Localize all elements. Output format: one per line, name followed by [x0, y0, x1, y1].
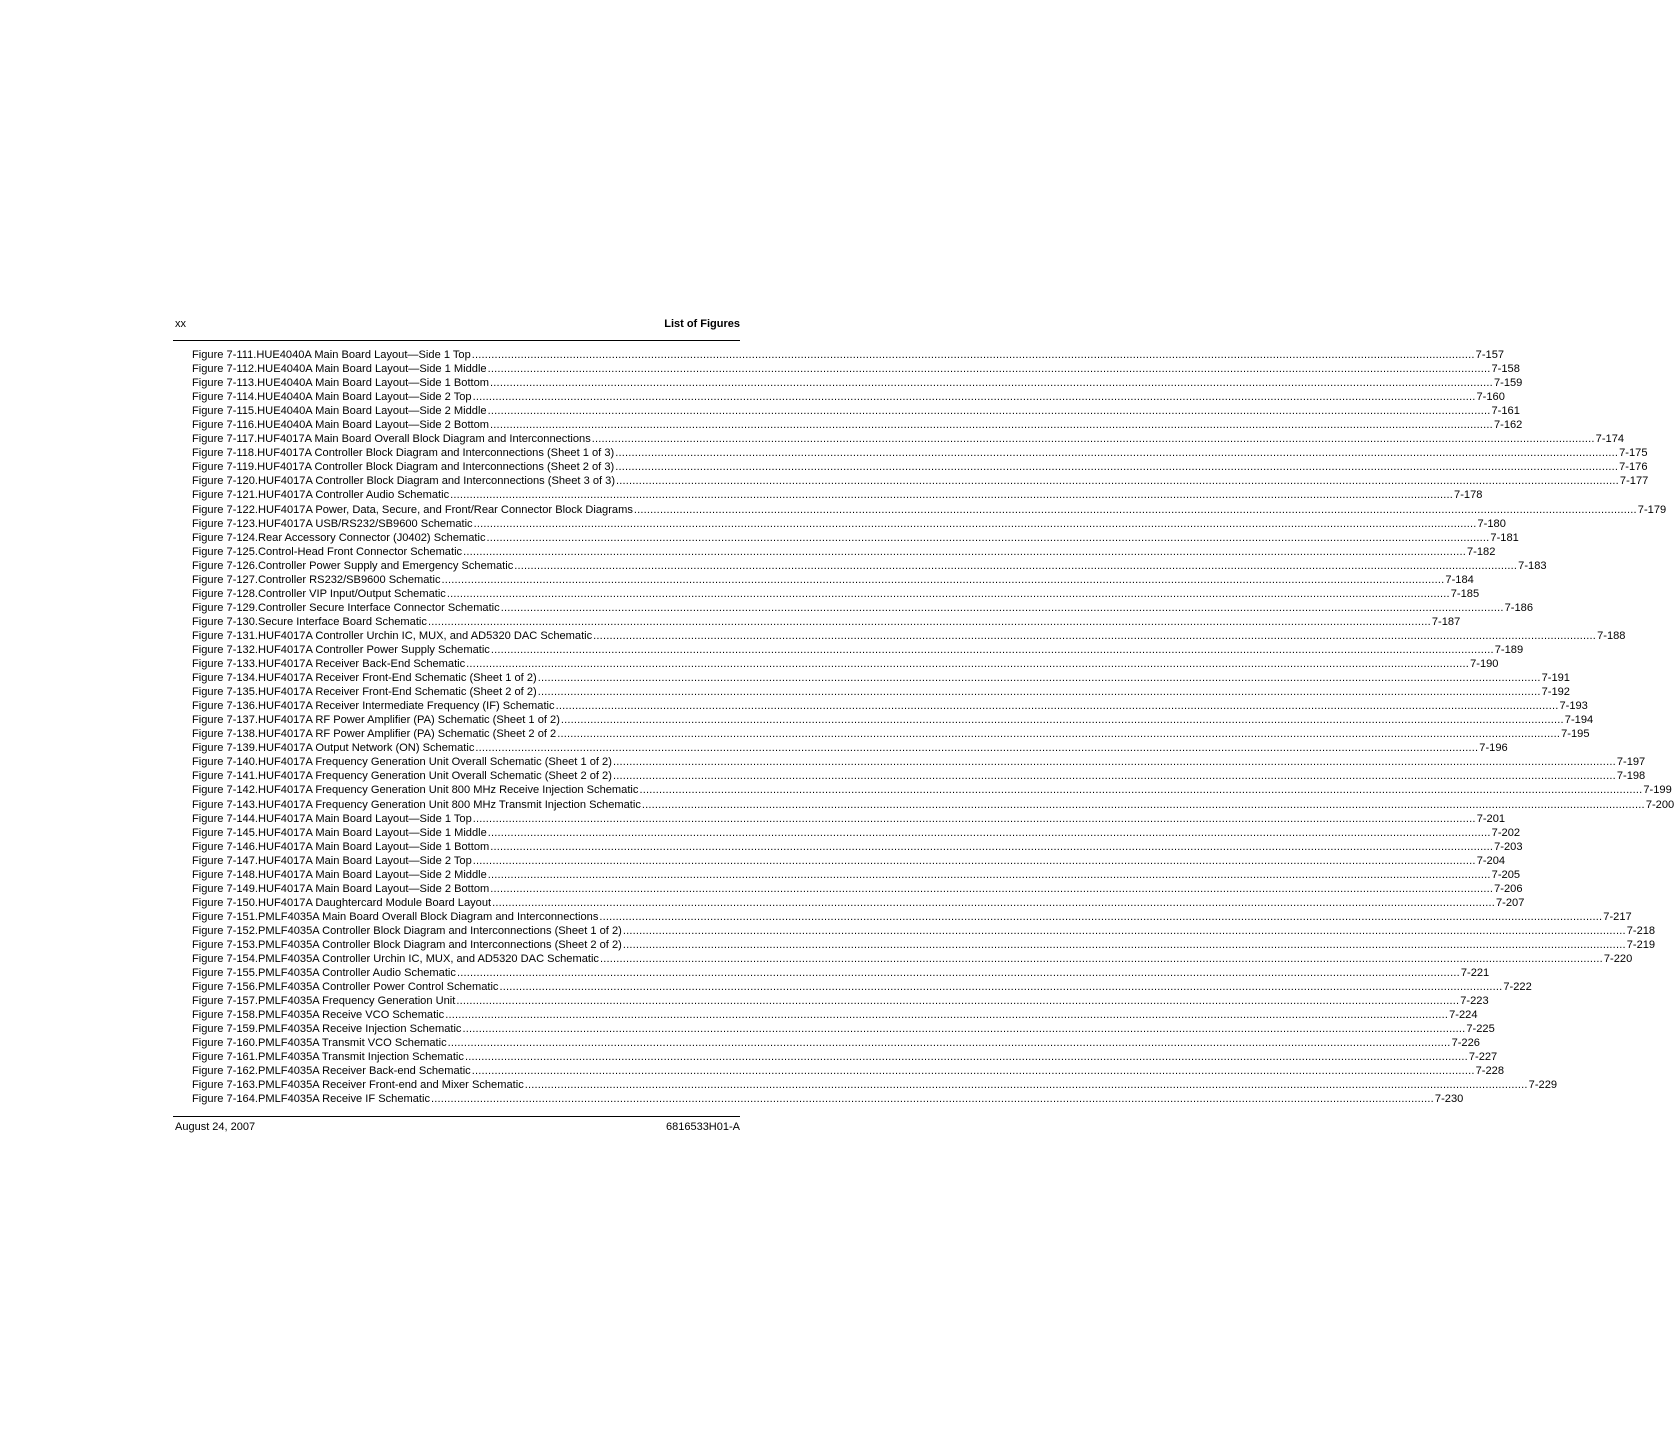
- toc-entry[interactable]: [192, 671, 1570, 685]
- figure-number: Figure 7-132.: [192, 643, 258, 656]
- toc-entry[interactable]: [192, 362, 1520, 376]
- page-reference: 7-185: [1450, 587, 1480, 600]
- figure-number: Figure 7-143.: [192, 798, 258, 811]
- toc-entry[interactable]: [192, 348, 1505, 362]
- figure-title: Controller Secure Interface Connector Schematic: [257, 601, 500, 614]
- figure-title: PMLF4035A Controller Power Control Schematic: [257, 981, 499, 994]
- figure-title: PMLF4035A Receive VCO Schematic: [257, 1009, 445, 1022]
- figure-number: Figure 7-133.: [192, 658, 258, 671]
- figure-title: HUF4017A Daughtercard Module Board Layout: [257, 896, 492, 909]
- figure-title: Controller RS232/SB9600 Schematic: [257, 573, 441, 586]
- dot-leader: [488, 404, 1491, 418]
- dot-leader: [525, 1078, 1528, 1092]
- toc-entry[interactable]: [192, 460, 1648, 474]
- page-reference: 7-160: [1476, 391, 1505, 404]
- figure-title: PMLF4035A Main Board Overall Block Diagram and Interconnections: [257, 910, 599, 923]
- figure-number: Figure 7-149.: [192, 882, 258, 895]
- page-reference: 7-227: [1468, 1051, 1498, 1064]
- page-reference: 7-222: [1503, 981, 1532, 994]
- dot-leader: [600, 952, 1603, 966]
- page-reference: 7-230: [1434, 1093, 1464, 1106]
- figure-title: HUF4017A Main Board Layout—Side 1 Middle: [257, 826, 487, 839]
- page-number: xx: [175, 318, 186, 330]
- figure-number: Figure 7-152.: [192, 924, 258, 937]
- figure-title: HUF4017A Controller Block Diagram and Interconnections (Sheet 1 of 3): [257, 447, 615, 460]
- figure-title: HUE4040A Main Board Layout—Side 2 Bottom: [257, 419, 490, 432]
- page-reference: 7-220: [1603, 953, 1633, 966]
- figure-title: HUE4040A Main Board Layout—Side 1 Bottom: [257, 377, 490, 390]
- figure-number: Figure 7-162.: [192, 1065, 258, 1078]
- figure-title: HUE4040A Main Board Layout—Side 2 Middle: [257, 405, 487, 418]
- figure-number: Figure 7-112.: [192, 363, 258, 376]
- figure-number: Figure 7-139.: [192, 742, 258, 755]
- page-reference: 7-159: [1493, 377, 1523, 390]
- figure-number: Figure 7-151.: [192, 910, 258, 923]
- figure-number: Figure 7-114.: [192, 391, 258, 404]
- page-reference: 7-175: [1619, 447, 1648, 460]
- figure-title: HUF4017A Frequency Generation Unit 800 MHz Transmit Injection Schematic: [257, 798, 641, 811]
- dot-leader: [487, 531, 1490, 545]
- figure-number: Figure 7-138.: [192, 728, 258, 741]
- figure-number: Figure 7-160.: [192, 1037, 258, 1050]
- toc-entry[interactable]: [192, 755, 1646, 769]
- figure-title: PMLF4035A Transmit Injection Schematic: [257, 1051, 464, 1064]
- toc-entry[interactable]: [192, 882, 1523, 896]
- toc-entry[interactable]: [192, 910, 1632, 924]
- figure-number: Figure 7-122.: [192, 503, 258, 516]
- toc-entry[interactable]: [192, 1036, 1480, 1050]
- figure-title: HUF4017A RF Power Amplifier (PA) Schematic (Sheet 2 of 2: [257, 728, 557, 741]
- figure-number: Figure 7-164.: [192, 1093, 258, 1106]
- toc-entry[interactable]: [192, 1078, 1558, 1092]
- page-reference: 7-180: [1477, 517, 1506, 530]
- dot-leader: [490, 882, 1493, 896]
- dot-leader: [592, 432, 1595, 446]
- toc-entry[interactable]: [192, 1022, 1495, 1036]
- dot-leader: [613, 755, 1616, 769]
- dot-leader: [492, 896, 1495, 910]
- dot-leader: [642, 798, 1645, 812]
- figure-title: HUF4017A Power, Data, Secure, and Front/Rear Connector Block Diagrams: [257, 503, 633, 516]
- figure-number: Figure 7-131.: [192, 629, 258, 642]
- page-reference: 7-202: [1491, 826, 1521, 839]
- dot-leader: [431, 1092, 1434, 1106]
- figure-number: Figure 7-121.: [192, 489, 258, 502]
- dot-leader: [556, 699, 1559, 713]
- dot-leader: [538, 685, 1541, 699]
- figure-number: Figure 7-145.: [192, 826, 258, 839]
- toc-entry[interactable]: [192, 699, 1588, 713]
- figure-number: Figure 7-156.: [192, 981, 258, 994]
- dot-leader: [473, 854, 1476, 868]
- figure-title: HUF4017A Receiver Front-End Schematic (Sheet 1 of 2): [257, 672, 537, 685]
- figure-number: Figure 7-125.: [192, 545, 258, 558]
- header-divider: [173, 340, 740, 341]
- dot-leader: [448, 1036, 1451, 1050]
- figure-number: Figure 7-124.: [192, 531, 258, 544]
- figure-title: HUF4017A Main Board Layout—Side 1 Top: [257, 812, 472, 825]
- figure-title: Controller VIP Input/Output Schematic: [257, 587, 446, 600]
- page-reference: 7-218: [1626, 924, 1656, 937]
- figure-title: PMLF4035A Controller Block Diagram and Interconnections (Sheet 1 of 2): [257, 924, 622, 937]
- dot-leader: [465, 1050, 1468, 1064]
- figure-number: Figure 7-141.: [192, 770, 258, 783]
- figure-number: Figure 7-155.: [192, 967, 258, 980]
- toc-entry[interactable]: [192, 615, 1461, 629]
- toc-entry[interactable]: [192, 685, 1570, 699]
- figure-title: HUF4017A Receiver Front-End Schematic (Sheet 2 of 2): [257, 686, 537, 699]
- page-reference: 7-176: [1619, 461, 1648, 474]
- figure-title: PMLF4035A Receiver Back-end Schematic: [257, 1065, 471, 1078]
- dot-leader: [615, 446, 1618, 460]
- page-reference: 7-194: [1564, 714, 1594, 727]
- page-reference: 7-199: [1643, 784, 1672, 797]
- figure-title: HUF4017A Receiver Back-End Schematic: [257, 658, 466, 671]
- figure-title: HUF4017A Controller Block Diagram and Interconnections (Sheet 2 of 3): [257, 461, 615, 474]
- page-reference: 7-188: [1597, 629, 1626, 642]
- toc-entry[interactable]: [192, 966, 1490, 980]
- dot-leader: [491, 643, 1494, 657]
- toc-entry[interactable]: [192, 573, 1474, 587]
- dot-leader: [593, 629, 1596, 643]
- figure-title: HUF4017A Main Board Overall Block Diagram and Interconnections: [257, 433, 591, 446]
- figure-number: Figure 7-153.: [192, 938, 258, 951]
- toc-entry[interactable]: [192, 376, 1523, 390]
- footer-document-number: 6816533H01-A: [665, 1121, 740, 1133]
- figure-number: Figure 7-129.: [192, 601, 258, 614]
- figure-title: HUF4017A Frequency Generation Unit Overall Schematic (Sheet 2 of 2): [257, 770, 612, 783]
- figure-number: Figure 7-159.: [192, 1023, 258, 1036]
- page-reference: 7-177: [1619, 475, 1649, 488]
- figure-number: Figure 7-130.: [192, 615, 258, 628]
- figure-title: PMLF4035A Controller Audio Schematic: [257, 967, 456, 980]
- toc-entry[interactable]: [192, 980, 1532, 994]
- figure-title: PMLF4035A Frequency Generation Unit: [257, 995, 456, 1008]
- toc-entry[interactable]: [192, 418, 1523, 432]
- dot-leader: [428, 615, 1431, 629]
- toc-entry[interactable]: [192, 404, 1520, 418]
- dot-leader: [473, 812, 1476, 826]
- dot-leader: [613, 769, 1616, 783]
- figure-title: HUF4017A Main Board Layout—Side 2 Middle: [257, 868, 487, 881]
- dot-leader: [499, 980, 1502, 994]
- figure-title: PMLF4035A Receive Injection Schematic: [257, 1023, 462, 1036]
- toc-entry[interactable]: [192, 896, 1525, 910]
- toc-entry[interactable]: [192, 812, 1506, 826]
- dot-leader: [490, 376, 1493, 390]
- page-reference: 7-203: [1494, 840, 1523, 853]
- figure-number: Figure 7-163.: [192, 1079, 258, 1092]
- dot-leader: [442, 573, 1445, 587]
- page-reference: 7-196: [1479, 742, 1508, 755]
- toc-entry[interactable]: [192, 1092, 1464, 1106]
- figure-number: Figure 7-158.: [192, 1009, 258, 1022]
- page-reference: 7-190: [1470, 658, 1499, 671]
- dot-leader: [538, 671, 1541, 685]
- toc-entry[interactable]: [192, 643, 1524, 657]
- page-reference: 7-162: [1493, 419, 1523, 432]
- toc-entry[interactable]: [192, 657, 1499, 671]
- figure-title: HUF4017A Controller Power Supply Schematic: [257, 643, 490, 656]
- page-reference: 7-217: [1603, 910, 1632, 923]
- figure-title: HUE4040A Main Board Layout—Side 1 Top: [256, 349, 471, 361]
- figure-title: HUF4017A Main Board Layout—Side 2 Bottom: [257, 882, 490, 895]
- dot-leader: [490, 418, 1493, 432]
- dot-leader: [557, 727, 1560, 741]
- page-reference: 7-157: [1475, 349, 1505, 361]
- dot-leader: [490, 840, 1493, 854]
- page-reference: 7-223: [1460, 995, 1489, 1008]
- figure-number: Figure 7-144.: [192, 812, 258, 825]
- toc-entry[interactable]: [192, 783, 1672, 797]
- toc-entry[interactable]: [192, 446, 1648, 460]
- figure-title: PMLF4035A Transmit VCO Schematic: [257, 1037, 447, 1050]
- toc-entry[interactable]: [192, 587, 1480, 601]
- dot-leader: [475, 741, 1478, 755]
- page-reference: 7-201: [1476, 812, 1506, 825]
- dot-leader: [623, 938, 1626, 952]
- page-reference: 7-200: [1645, 798, 1674, 811]
- toc-entry[interactable]: [192, 826, 1521, 840]
- figure-title: HUF4017A Main Board Layout—Side 2 Top: [257, 854, 472, 867]
- figure-number: Figure 7-115.: [192, 405, 258, 418]
- dot-leader: [472, 348, 1475, 362]
- toc-entry[interactable]: [192, 474, 1649, 488]
- page-reference: 7-179: [1637, 503, 1667, 516]
- figure-number: Figure 7-119.: [192, 461, 258, 474]
- figure-title: HUF4017A Output Network (ON) Schematic: [257, 742, 475, 755]
- page-reference: 7-197: [1616, 756, 1646, 769]
- figure-title: HUE4040A Main Board Layout—Side 2 Top: [257, 391, 472, 404]
- toc-entry[interactable]: [192, 1050, 1498, 1064]
- toc-entry[interactable]: [192, 741, 1508, 755]
- toc-entry[interactable]: [192, 432, 1625, 446]
- page-reference: 7-206: [1494, 882, 1523, 895]
- toc-entry[interactable]: [192, 488, 1483, 502]
- dot-leader: [462, 1022, 1465, 1036]
- figure-number: Figure 7-136.: [192, 700, 258, 713]
- page-reference: 7-224: [1449, 1009, 1478, 1022]
- toc-entry[interactable]: [192, 727, 1590, 741]
- figure-number: Figure 7-113.: [192, 377, 258, 390]
- figure-title: PMLF4035A Receive IF Schematic: [257, 1093, 431, 1106]
- page-reference: 7-189: [1494, 643, 1524, 656]
- dot-leader: [447, 587, 1450, 601]
- figure-number: Figure 7-135.: [192, 686, 258, 699]
- toc-entry[interactable]: [192, 924, 1656, 938]
- page-reference: 7-191: [1541, 672, 1570, 685]
- page-reference: 7-193: [1559, 700, 1588, 713]
- dot-leader: [474, 517, 1477, 531]
- footer-date: August 24, 2007: [175, 1121, 256, 1133]
- toc-entry[interactable]: [192, 559, 1547, 573]
- page-reference: 7-184: [1445, 573, 1474, 586]
- toc-entry[interactable]: [192, 517, 1506, 531]
- page-reference: 7-186: [1504, 601, 1533, 614]
- dot-leader: [463, 545, 1466, 559]
- figure-number: Figure 7-117.: [192, 433, 258, 446]
- figure-title: Rear Accessory Connector (J0402) Schematic: [257, 531, 486, 544]
- toc-entry[interactable]: [192, 1008, 1478, 1022]
- toc-entry[interactable]: [192, 601, 1533, 615]
- page-reference: 7-183: [1518, 559, 1547, 572]
- toc-entry[interactable]: [192, 629, 1626, 643]
- page-reference: 7-195: [1561, 728, 1590, 741]
- dot-leader: [501, 601, 1504, 615]
- page-reference: 7-204: [1476, 854, 1506, 867]
- page-reference: 7-178: [1454, 489, 1483, 502]
- toc-entry[interactable]: [192, 798, 1674, 812]
- figure-number: Figure 7-116.: [192, 419, 258, 432]
- figure-number: Figure 7-148.: [192, 868, 258, 881]
- toc-entry[interactable]: [192, 390, 1505, 404]
- figure-number: Figure 7-161.: [192, 1051, 258, 1064]
- page-reference: 7-226: [1451, 1037, 1480, 1050]
- figure-number: Figure 7-154.: [192, 953, 258, 966]
- dot-leader: [466, 657, 1469, 671]
- footer-divider: [173, 1116, 740, 1117]
- figure-title: HUF4017A USB/RS232/SB9600 Schematic: [257, 517, 473, 530]
- figure-title: HUE4040A Main Board Layout—Side 1 Middle: [257, 363, 487, 376]
- toc-entry[interactable]: [192, 938, 1656, 952]
- toc-entry[interactable]: [192, 994, 1489, 1008]
- toc-entry[interactable]: [192, 713, 1594, 727]
- dot-leader: [457, 966, 1460, 980]
- figure-number: Figure 7-150.: [192, 896, 258, 909]
- figure-number: Figure 7-120.: [192, 475, 258, 488]
- page-reference: 7-225: [1466, 1023, 1495, 1036]
- figure-number: Figure 7-127.: [192, 573, 258, 586]
- page-reference: 7-228: [1475, 1065, 1504, 1078]
- toc-entry[interactable]: [192, 503, 1667, 517]
- figure-number: Figure 7-111.: [192, 349, 257, 361]
- page-reference: 7-161: [1491, 405, 1520, 418]
- figure-title: HUF4017A Controller Audio Schematic: [257, 489, 450, 502]
- dot-leader: [616, 474, 1619, 488]
- dot-leader: [615, 460, 1618, 474]
- figure-number: Figure 7-126.: [192, 559, 258, 572]
- dot-leader: [488, 362, 1491, 376]
- figure-number: Figure 7-134.: [192, 672, 258, 685]
- dot-leader: [450, 488, 1453, 502]
- dot-leader: [623, 924, 1626, 938]
- figure-title: Control-Head Front Connector Schematic: [257, 545, 463, 558]
- dot-leader: [599, 910, 1602, 924]
- toc-entry[interactable]: [192, 854, 1506, 868]
- figure-title: HUF4017A RF Power Amplifier (PA) Schematic (Sheet 1 of 2): [257, 714, 560, 727]
- figure-title: PMLF4035A Controller Block Diagram and Interconnections (Sheet 2 of 2): [257, 938, 622, 951]
- page-reference: 7-221: [1460, 967, 1490, 980]
- dot-leader: [456, 994, 1459, 1008]
- figure-title: HUF4017A Frequency Generation Unit Overall Schematic (Sheet 1 of 2): [257, 756, 612, 769]
- page-reference: 7-198: [1616, 770, 1646, 783]
- toc-entry[interactable]: [192, 840, 1523, 854]
- figure-number: Figure 7-118.: [192, 447, 258, 460]
- toc-entry[interactable]: [192, 952, 1633, 966]
- figure-number: Figure 7-140.: [192, 756, 258, 769]
- figure-title: PMLF4035A Receiver Front-end and Mixer Schematic: [257, 1079, 524, 1092]
- toc-entry[interactable]: [192, 545, 1496, 559]
- dot-leader: [473, 390, 1476, 404]
- page-reference: 7-205: [1491, 868, 1521, 881]
- figure-number: Figure 7-128.: [192, 587, 258, 600]
- page-reference: 7-207: [1496, 896, 1525, 909]
- figure-title: HUF4017A Receiver Intermediate Frequency (IF) Schematic: [257, 700, 555, 713]
- page-reference: 7-181: [1490, 531, 1519, 544]
- figure-number: Figure 7-147.: [192, 854, 258, 867]
- figure-title: HUF4017A Controller Block Diagram and Interconnections (Sheet 3 of 3): [257, 475, 616, 488]
- figure-title: Controller Power Supply and Emergency Schematic: [257, 559, 514, 572]
- figure-title: Secure Interface Board Schematic: [257, 615, 427, 628]
- page-reference: 7-192: [1541, 686, 1570, 699]
- figure-number: Figure 7-137.: [192, 714, 258, 727]
- dot-leader: [514, 559, 1517, 573]
- dot-leader: [561, 713, 1564, 727]
- list-of-figures: [192, 348, 1674, 1107]
- figure-title: HUF4017A Main Board Layout—Side 1 Bottom: [257, 840, 490, 853]
- toc-entry[interactable]: [192, 769, 1646, 783]
- figure-title: HUF4017A Frequency Generation Unit 800 MHz Receive Injection Schematic: [257, 784, 639, 797]
- figure-number: Figure 7-123.: [192, 517, 258, 530]
- page-reference: 7-174: [1595, 433, 1625, 446]
- page-reference: 7-219: [1626, 938, 1656, 951]
- dot-leader: [634, 503, 1637, 517]
- figure-title: PMLF4035A Controller Urchin IC, MUX, and AD5320 DAC Schematic: [257, 953, 599, 966]
- dot-leader: [639, 783, 1642, 797]
- figure-number: Figure 7-146.: [192, 840, 258, 853]
- dot-leader: [472, 1064, 1475, 1078]
- figure-number: Figure 7-142.: [192, 784, 258, 797]
- toc-entry[interactable]: [192, 531, 1519, 545]
- toc-entry[interactable]: [192, 868, 1521, 882]
- page-reference: 7-229: [1528, 1079, 1558, 1092]
- page-reference: 7-187: [1431, 615, 1461, 628]
- dot-leader: [488, 868, 1491, 882]
- page-reference: 7-158: [1491, 363, 1520, 376]
- figure-number: Figure 7-157.: [192, 995, 258, 1008]
- toc-entry[interactable]: [192, 1064, 1504, 1078]
- dot-leader: [445, 1008, 1448, 1022]
- page-reference: 7-182: [1466, 545, 1496, 558]
- page-title: List of Figures: [664, 318, 740, 330]
- figure-title: HUF4017A Controller Urchin IC, MUX, and AD5320 DAC Schematic: [257, 629, 593, 642]
- dot-leader: [488, 826, 1491, 840]
